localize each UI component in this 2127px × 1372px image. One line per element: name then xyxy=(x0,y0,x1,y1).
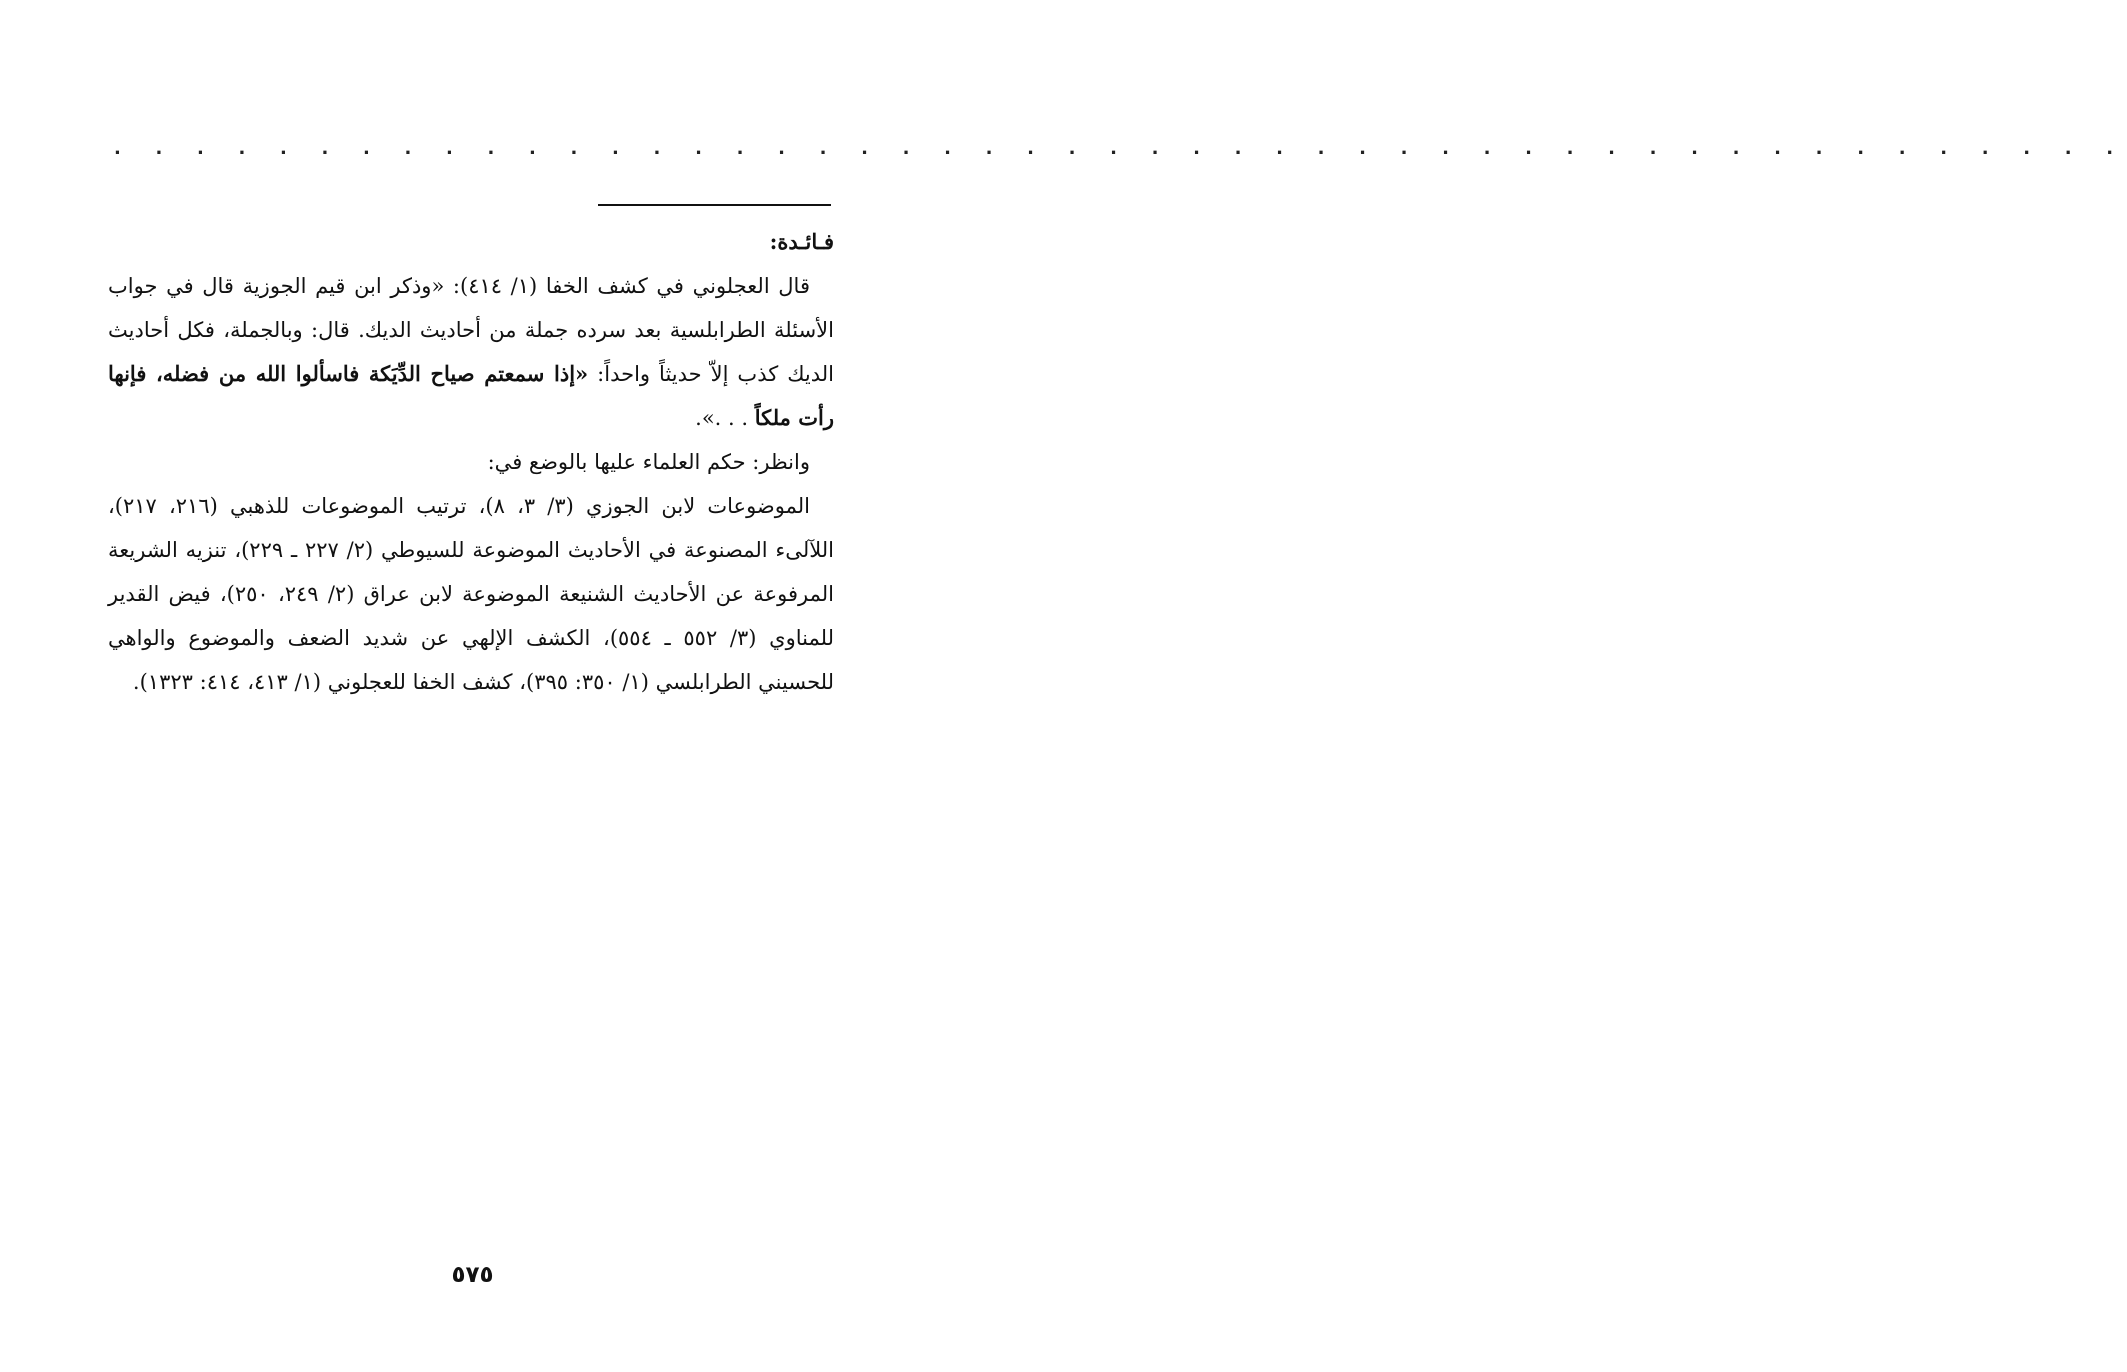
dotted-separator: . . . . . . . . . . . . . . . . . . . . . . . . . . . . . . . . . . . . . . . . . . . . . . . . . xyxy=(114,138,2127,159)
main-text xyxy=(108,220,834,704)
section-heading: فـائـدة: xyxy=(769,229,834,254)
paragraph-references: الموضوعات لابن الجوزي (٣/ ٣، ٨)، ترتيب الموضوعات للذهبي (٢١٦، ٢١٧)، اللآلىء المصنوعة في الأحاديث الموضوعة للسيوطي (٢/ ٢٢٧ ـ ٢٢٩)، تنزيه الشريعة المرفوعة عن الأحاديث الشنيعة الموضوعة لابن عراق (٢/ ٢٤٩، ٢٥٠)، فيض القدير للمناوي (٣/ ٥٥٢ ـ ٥٥٤)، الكشف الإلهي عن شديد الضعف والموضوع والواهي للحسيني الطرابلسي (١/ ٣٥٠: ٣٩٥)، كشف الخفا للعجلوني (١/ ٤١٣، ٤١٤: ١٣٢٣). xyxy=(108,494,835,694)
hadith-quote: «إذا سمعتم صياح الدِّيَكة فاسألوا الله من فضله، فإنها رأت ملكاً xyxy=(108,361,834,430)
paragraph-see-also: وانظر: حكم العلماء عليها بالوضع في: xyxy=(487,450,810,474)
paragraph-quote-lead: قال العجلوني في كشف الخفا (١/ ٤١٤): «وذكر ابن قيم الجوزية قال في جواب الأسئلة الطرابلسية بعد سرده جملة من أحاديث الديك. قال: وبالجملة، فكل أحاديث الديك كذب إلاّ حديثاً واحداً: xyxy=(108,274,834,386)
paragraph-quote-tail: . . .». xyxy=(695,406,749,430)
footnote-rule xyxy=(598,204,831,206)
paragraph-quote xyxy=(108,264,834,440)
page-number: ٥٧٥ xyxy=(451,1262,494,1288)
